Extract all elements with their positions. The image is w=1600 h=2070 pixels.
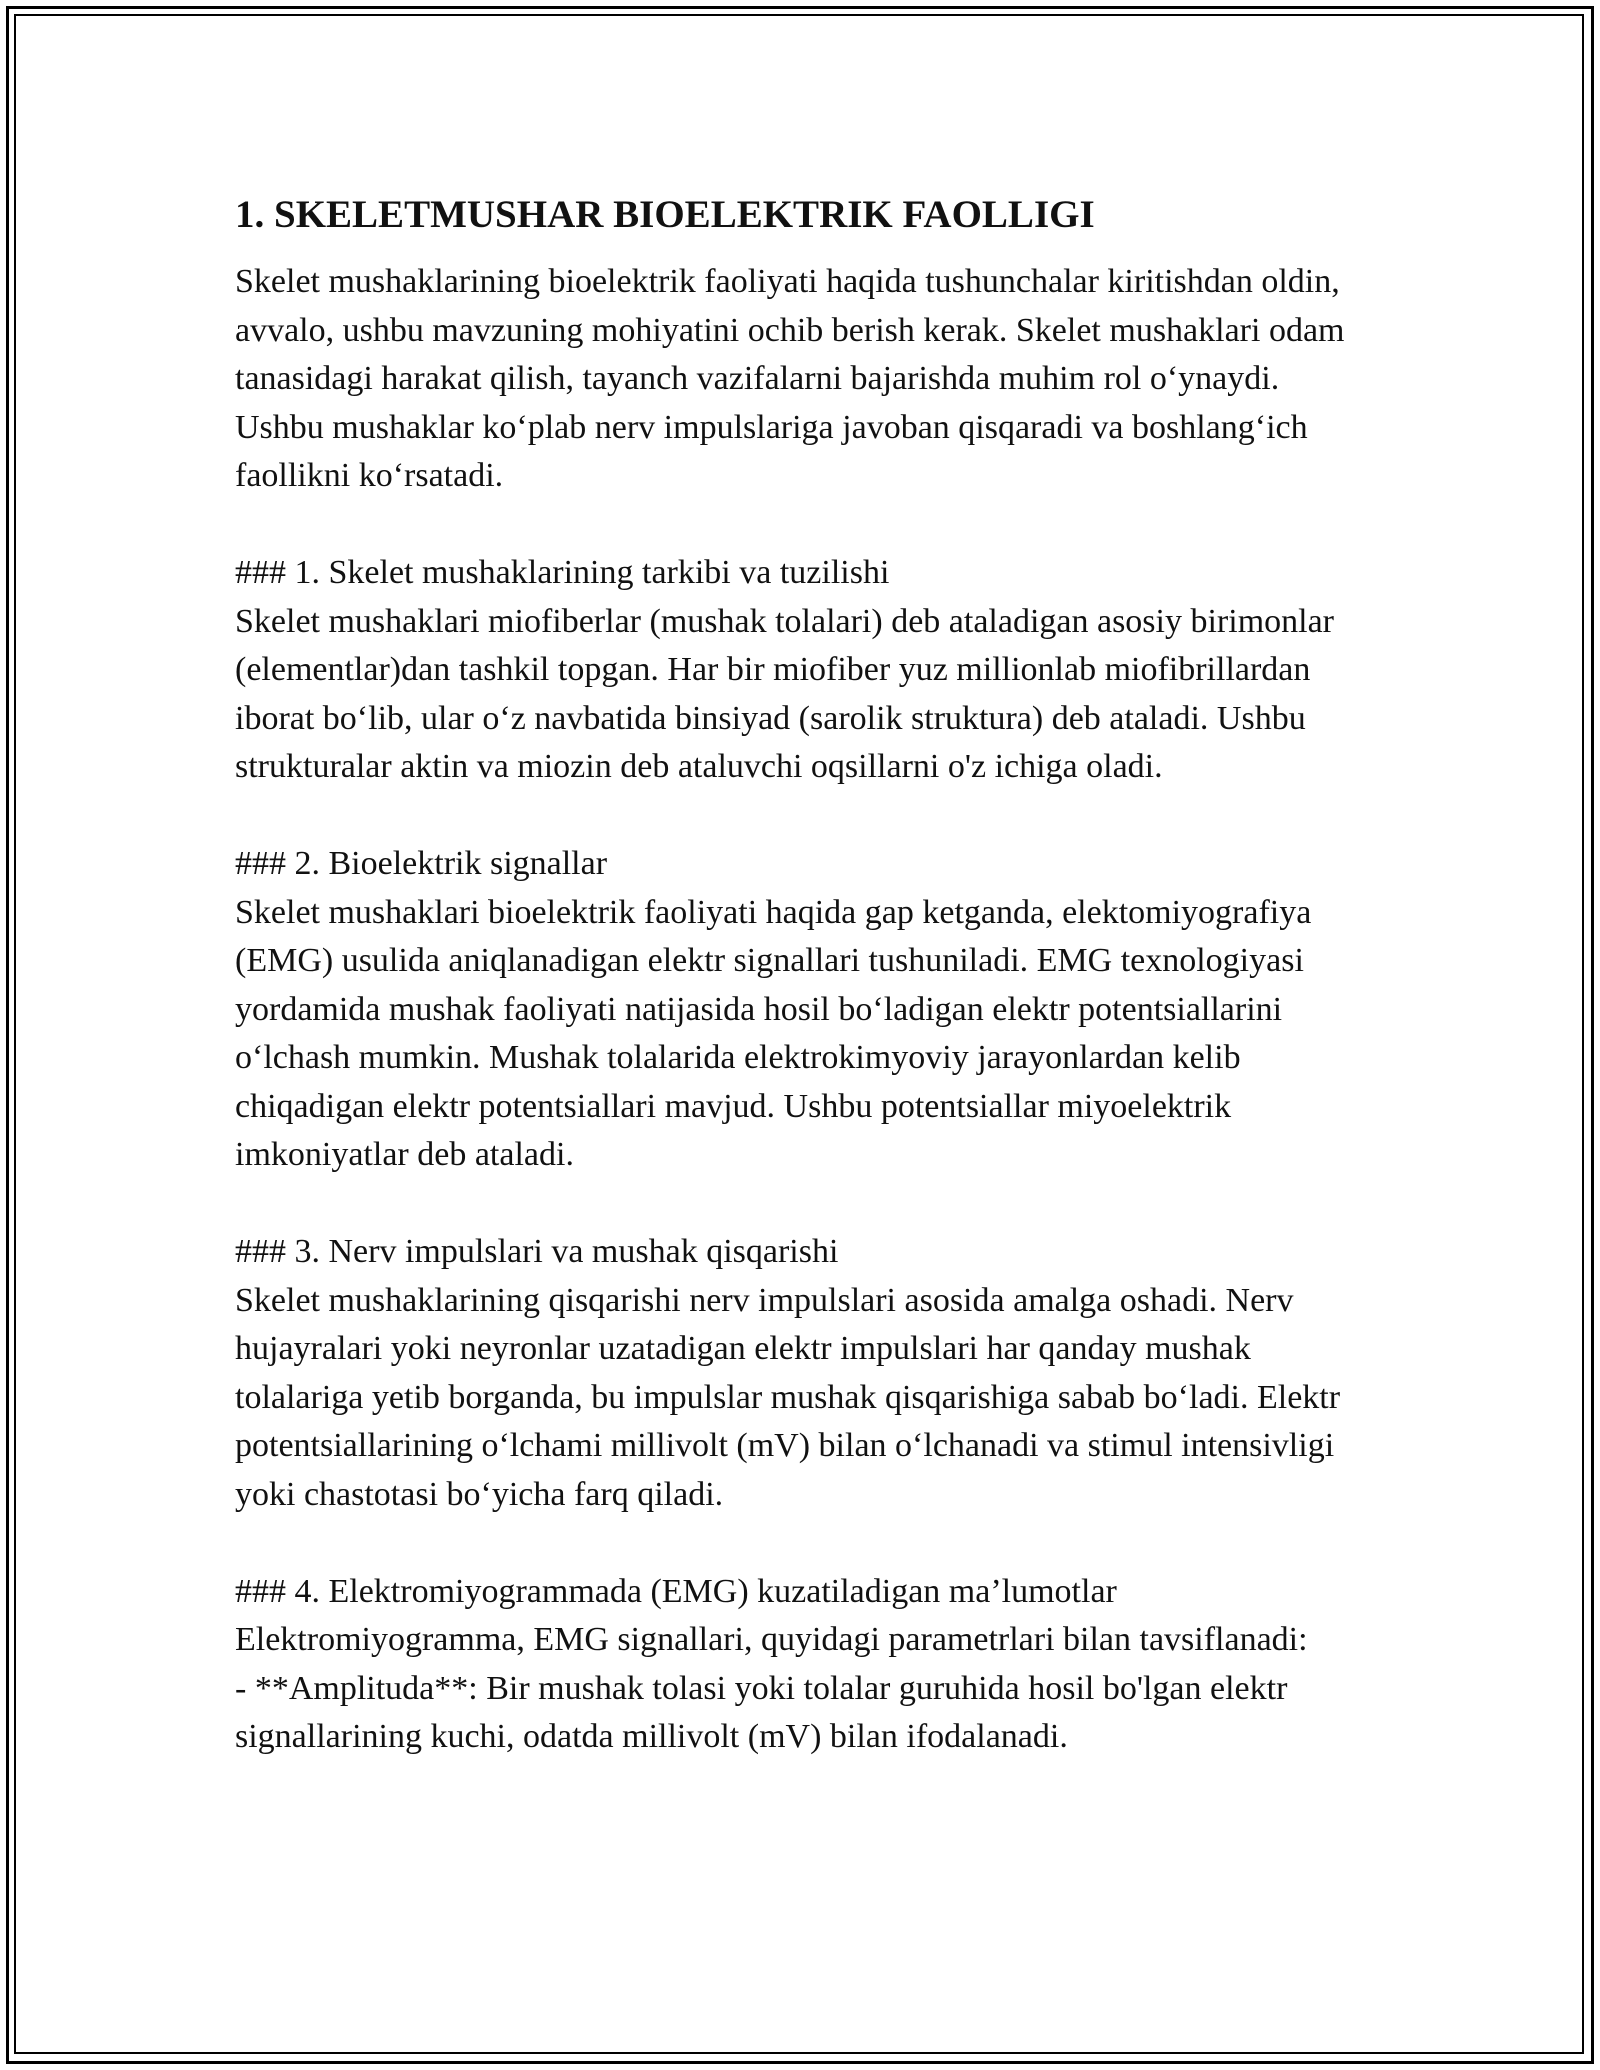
paragraph-gap — [235, 792, 1375, 841]
intro-paragraph: Skelet mushaklarining bioelektrik faoliyati haqida tushunchalar kiritishdan oldin, avvalo, ushbu mavzuning mohiyatini ochib berish kerak. Skelet mushaklari odam tanasidagi harakat qilish, tayanch vazifalarni bajarishda muhim rol oʻynaydi. Ushbu mushaklar koʻplab nerv impulslariga javoban qisqaradi va boshlangʻich faollikni koʻrsatadi. — [235, 263, 1345, 494]
paragraph-gap — [235, 1180, 1375, 1229]
section-1-heading: ### 1. Skelet mushaklarining tarkibi va tuzilishi — [235, 554, 890, 591]
document-body — [235, 188, 1375, 1762]
paragraph-gap — [235, 1519, 1375, 1568]
paragraph-gap — [235, 501, 1375, 550]
document-title: 1. SKELETMUSHAR BIOELEKTRIK FAOLLIGI — [235, 193, 1095, 236]
section-4-list-item: - **Amplituda**: Bir mushak tolasi yoki tolalar guruhida hosil bo'lgan elektr signallarining kuchi, odatda millivolt (mV) bilan ifodalanadi. — [235, 1669, 1288, 1755]
section-1-body: Skelet mushaklari miofiberlar (mushak tolalari) deb ataladigan asosiy birimonlar (elementlar)dan tashkil topgan. Har bir miofiber yuz millionlab miofibrillardan iborat boʻlib, ular oʻz navbatida binsiyad (sarolik struktura) deb ataladi. Ushbu strukturalar aktin va miozin deb ataluvchi oqsillarni o'z ichiga oladi. — [235, 602, 1335, 785]
section-3-body: Skelet mushaklarining qisqarishi nerv impulslari asosida amalga oshadi. Nerv hujayralari yoki neyronlar uzatadigan elektr impulslari har qanday mushak tolalariga yetib borganda, bu impulslar mushak qisqarishiga sabab boʻladi. Elektr potentsiallarining oʻlchami millivolt (mV) bilan oʻlchanadi va stimul intensivligi yoki chastotasi boʻyicha farq qiladi. — [235, 1281, 1341, 1513]
section-4-heading: ### 4. Elektromiyogrammada (EMG) kuzatiladigan ma’lumotlar — [235, 1572, 1117, 1610]
section-2-body: Skelet mushaklari bioelektrik faoliyati haqida gap ketganda, elektomiyografiya (EMG) usulida aniqlanadigan elektr signallari tushuniladi. EMG texnologiyasi yordamida mushak faoliyati natijasida hosil boʻladigan elektr potentsiallarini oʻlchash mumkin. Mushak tolalarida elektrokimyoviy jarayonlardan kelib chiqadigan elektr potentsiallari mavjud. Ushbu potentsiallar miyoelektrik imkoniyatlar deb ataladi. — [235, 893, 1312, 1173]
section-3-heading: ### 3. Nerv impulslari va mushak qisqarishi — [235, 1233, 839, 1270]
section-4-body: Elektromiyogramma, EMG signallari, quyidagi parametrlari bilan tavsiflanadi: — [235, 1621, 1308, 1658]
section-2-heading: ### 2. Bioelektrik signallar — [235, 845, 608, 882]
